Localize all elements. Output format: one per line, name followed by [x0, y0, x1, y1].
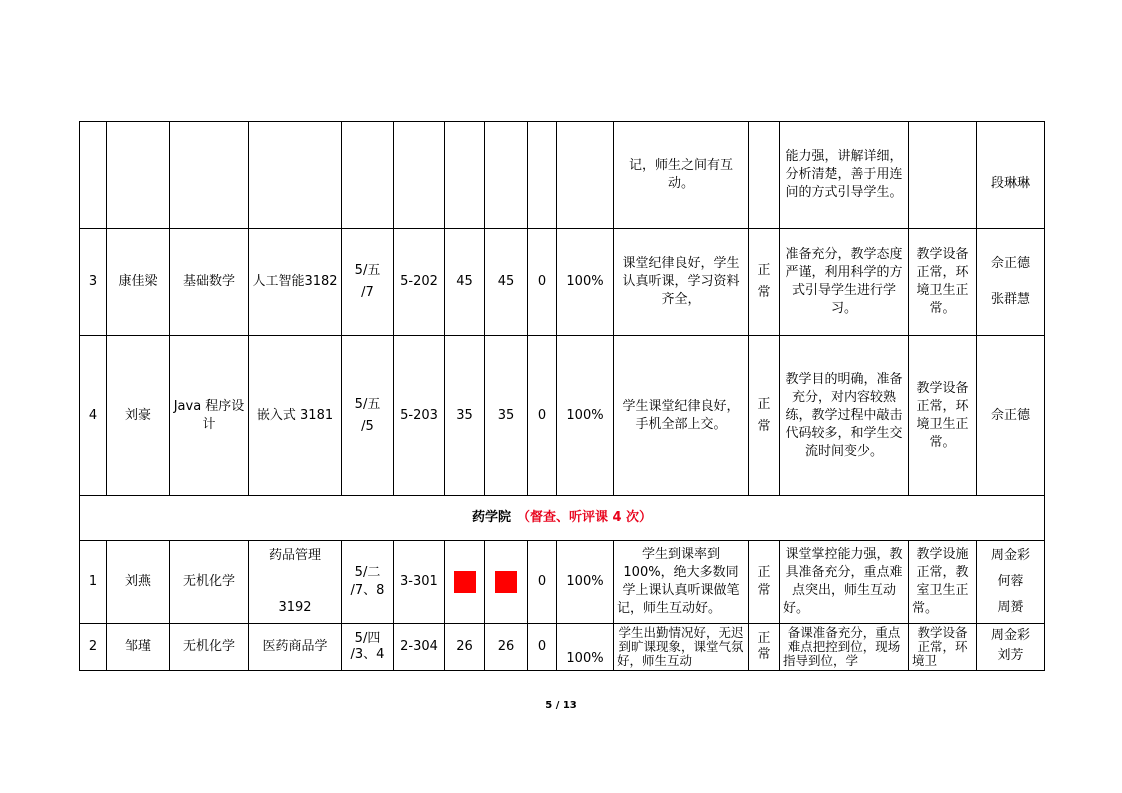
cell-course: 无机化学: [170, 541, 249, 624]
cell-class: [249, 122, 342, 229]
cell-actual: [485, 122, 528, 229]
time-day: 5/二: [354, 565, 381, 580]
order-bottom: 常: [757, 647, 771, 662]
order-top: 正: [757, 565, 771, 580]
cell-rate: 100%: [557, 229, 614, 336]
cell-room: 2-304: [394, 624, 445, 671]
order-top: 正: [757, 263, 771, 278]
cell-absent: [528, 122, 557, 229]
cell-supervisor: [977, 229, 1045, 336]
room-number: 3-301: [400, 574, 438, 589]
supervisor-name: 张群慧: [990, 292, 1030, 307]
cell-expected: [445, 541, 485, 624]
supervisor-name: 周金彩: [990, 548, 1030, 563]
cell-room: 5-203: [394, 336, 445, 496]
cell-equipment: 教学设施正常，教室卫生正常。: [909, 541, 977, 624]
cell-actual: 26: [485, 624, 528, 671]
section-header: [80, 496, 1045, 541]
cell-time: [342, 541, 394, 624]
cell-actual: 45: [485, 229, 528, 336]
class-number: 3192: [278, 600, 312, 615]
cell-actual: 35: [485, 336, 528, 496]
order-bottom: 常: [757, 418, 771, 434]
cell-evaluation: 准备充分，教学态度严谨，利用科学的方式引导学生进行学习。: [780, 229, 909, 336]
cell-no: [80, 122, 107, 229]
order-bottom: 常: [757, 285, 771, 300]
cell-time: [342, 624, 394, 671]
cell-absent: 0: [528, 336, 557, 496]
redaction-mark: [454, 571, 476, 593]
cell-feedback: 课堂纪律良好，学生认真听课，学习资料齐全，: [614, 229, 749, 336]
cell-expected: 26: [445, 624, 485, 671]
supervisor-name: 佘正德: [990, 256, 1030, 271]
supervisor-name: 何蓉: [997, 574, 1024, 589]
order-top: 正: [757, 631, 771, 646]
cell-rate: 100%: [557, 541, 614, 624]
cell-feedback: 学生出勤情况好，无迟到旷课现象，课堂气氛好，师生互动: [614, 624, 749, 671]
cell-course: 基础数学: [170, 229, 249, 336]
cell-actual: [485, 541, 528, 624]
cell-order: [749, 541, 780, 624]
time-day: 5/四: [354, 631, 381, 646]
cell-rate: 100%: [557, 336, 614, 496]
cell-order: [749, 336, 780, 496]
cell-equipment: 教学设备正常，环境卫生正常。: [909, 229, 977, 336]
supervisor-name: 周赟: [997, 600, 1024, 615]
cell-feedback: 学生课堂纪律良好，手机全部上交。: [614, 336, 749, 496]
cell-order: [749, 122, 780, 229]
class-name: 药品管理: [268, 548, 321, 563]
cell-no: 1: [80, 541, 107, 624]
cell-teacher: 刘豪: [107, 336, 170, 496]
cell-supervisor: 段琳琳: [977, 122, 1045, 229]
order-top: 正: [757, 396, 771, 412]
cell-room: [394, 122, 445, 229]
cell-evaluation: 教学目的明确，准备充分，对内容较熟练，教学过程中敲击代码较多，和学生交流时间变少。: [780, 336, 909, 496]
cell-expected: [445, 122, 485, 229]
cell-supervisor: [977, 541, 1045, 624]
cell-room: [394, 541, 445, 624]
cell-expected: 35: [445, 336, 485, 496]
cell-expected: 45: [445, 229, 485, 336]
cell-supervisor: 佘正德: [977, 336, 1045, 496]
table-row: [80, 624, 1045, 671]
cell-time: [342, 336, 394, 496]
time-day: 5/五: [354, 396, 381, 412]
cell-class: 嵌入式 3181: [249, 336, 342, 496]
cell-teacher: 康佳梁: [107, 229, 170, 336]
redaction-mark: [495, 571, 517, 593]
cell-absent: 0: [528, 624, 557, 671]
time-period: /3、4: [350, 647, 385, 662]
section-header-row: [80, 496, 1045, 541]
time-period: /7: [361, 285, 374, 300]
cell-rate: [557, 122, 614, 229]
cell-absent: 0: [528, 229, 557, 336]
cell-rate: 100%: [557, 624, 614, 671]
inspection-table: [79, 121, 1045, 671]
cell-class: 医药商品学: [249, 624, 342, 671]
cell-order: [749, 229, 780, 336]
cell-no: 4: [80, 336, 107, 496]
cell-teacher: [107, 122, 170, 229]
cell-equipment: 教学设备正常，环境卫: [909, 624, 977, 671]
cell-course: 无机化学: [170, 624, 249, 671]
table-row: [80, 122, 1045, 229]
page-number: 5 / 13: [545, 700, 577, 711]
time-day: 5/五: [354, 263, 381, 278]
section-note: （督查、听评课 4 次）: [516, 510, 653, 525]
supervisor-name: 刘芳: [997, 648, 1024, 663]
cell-order: [749, 624, 780, 671]
cell-equipment: [909, 122, 977, 229]
cell-course: Java 程序设计: [170, 336, 249, 496]
cell-class: [249, 541, 342, 624]
table-row: [80, 541, 1045, 624]
cell-time: [342, 122, 394, 229]
cell-equipment: 教学设备正常，环境卫生正常。: [909, 336, 977, 496]
cell-room: 5-202: [394, 229, 445, 336]
cell-supervisor: [977, 624, 1045, 671]
section-title: 药学院: [471, 510, 511, 525]
cell-course: [170, 122, 249, 229]
cell-class: 人工智能3182: [249, 229, 342, 336]
supervisor-name: 周金彩: [990, 628, 1030, 643]
cell-feedback: 学生到课率到100%，绝大多数同学上课认真听课做笔记，师生互动好。: [614, 541, 749, 624]
cell-feedback: 记，师生之间有互动。: [614, 122, 749, 229]
time-period: /5: [361, 418, 374, 434]
cell-time: [342, 229, 394, 336]
cell-no: 2: [80, 624, 107, 671]
table-row: [80, 229, 1045, 336]
cell-teacher: 邹瑾: [107, 624, 170, 671]
cell-evaluation: 课堂掌控能力强，教具准备充分，重点难点突出，师生互动好。: [780, 541, 909, 624]
cell-absent: 0: [528, 541, 557, 624]
order-bottom: 常: [757, 583, 771, 598]
table-row: [80, 336, 1045, 496]
cell-teacher: 刘燕: [107, 541, 170, 624]
time-period: /7、8: [350, 583, 385, 598]
cell-evaluation: 备课准备充分，重点难点把控到位，现场指导到位，学: [780, 624, 909, 671]
cell-no: 3: [80, 229, 107, 336]
cell-evaluation: 能力强，讲解详细，分析清楚，善于用连问的方式引导学生。: [780, 122, 909, 229]
